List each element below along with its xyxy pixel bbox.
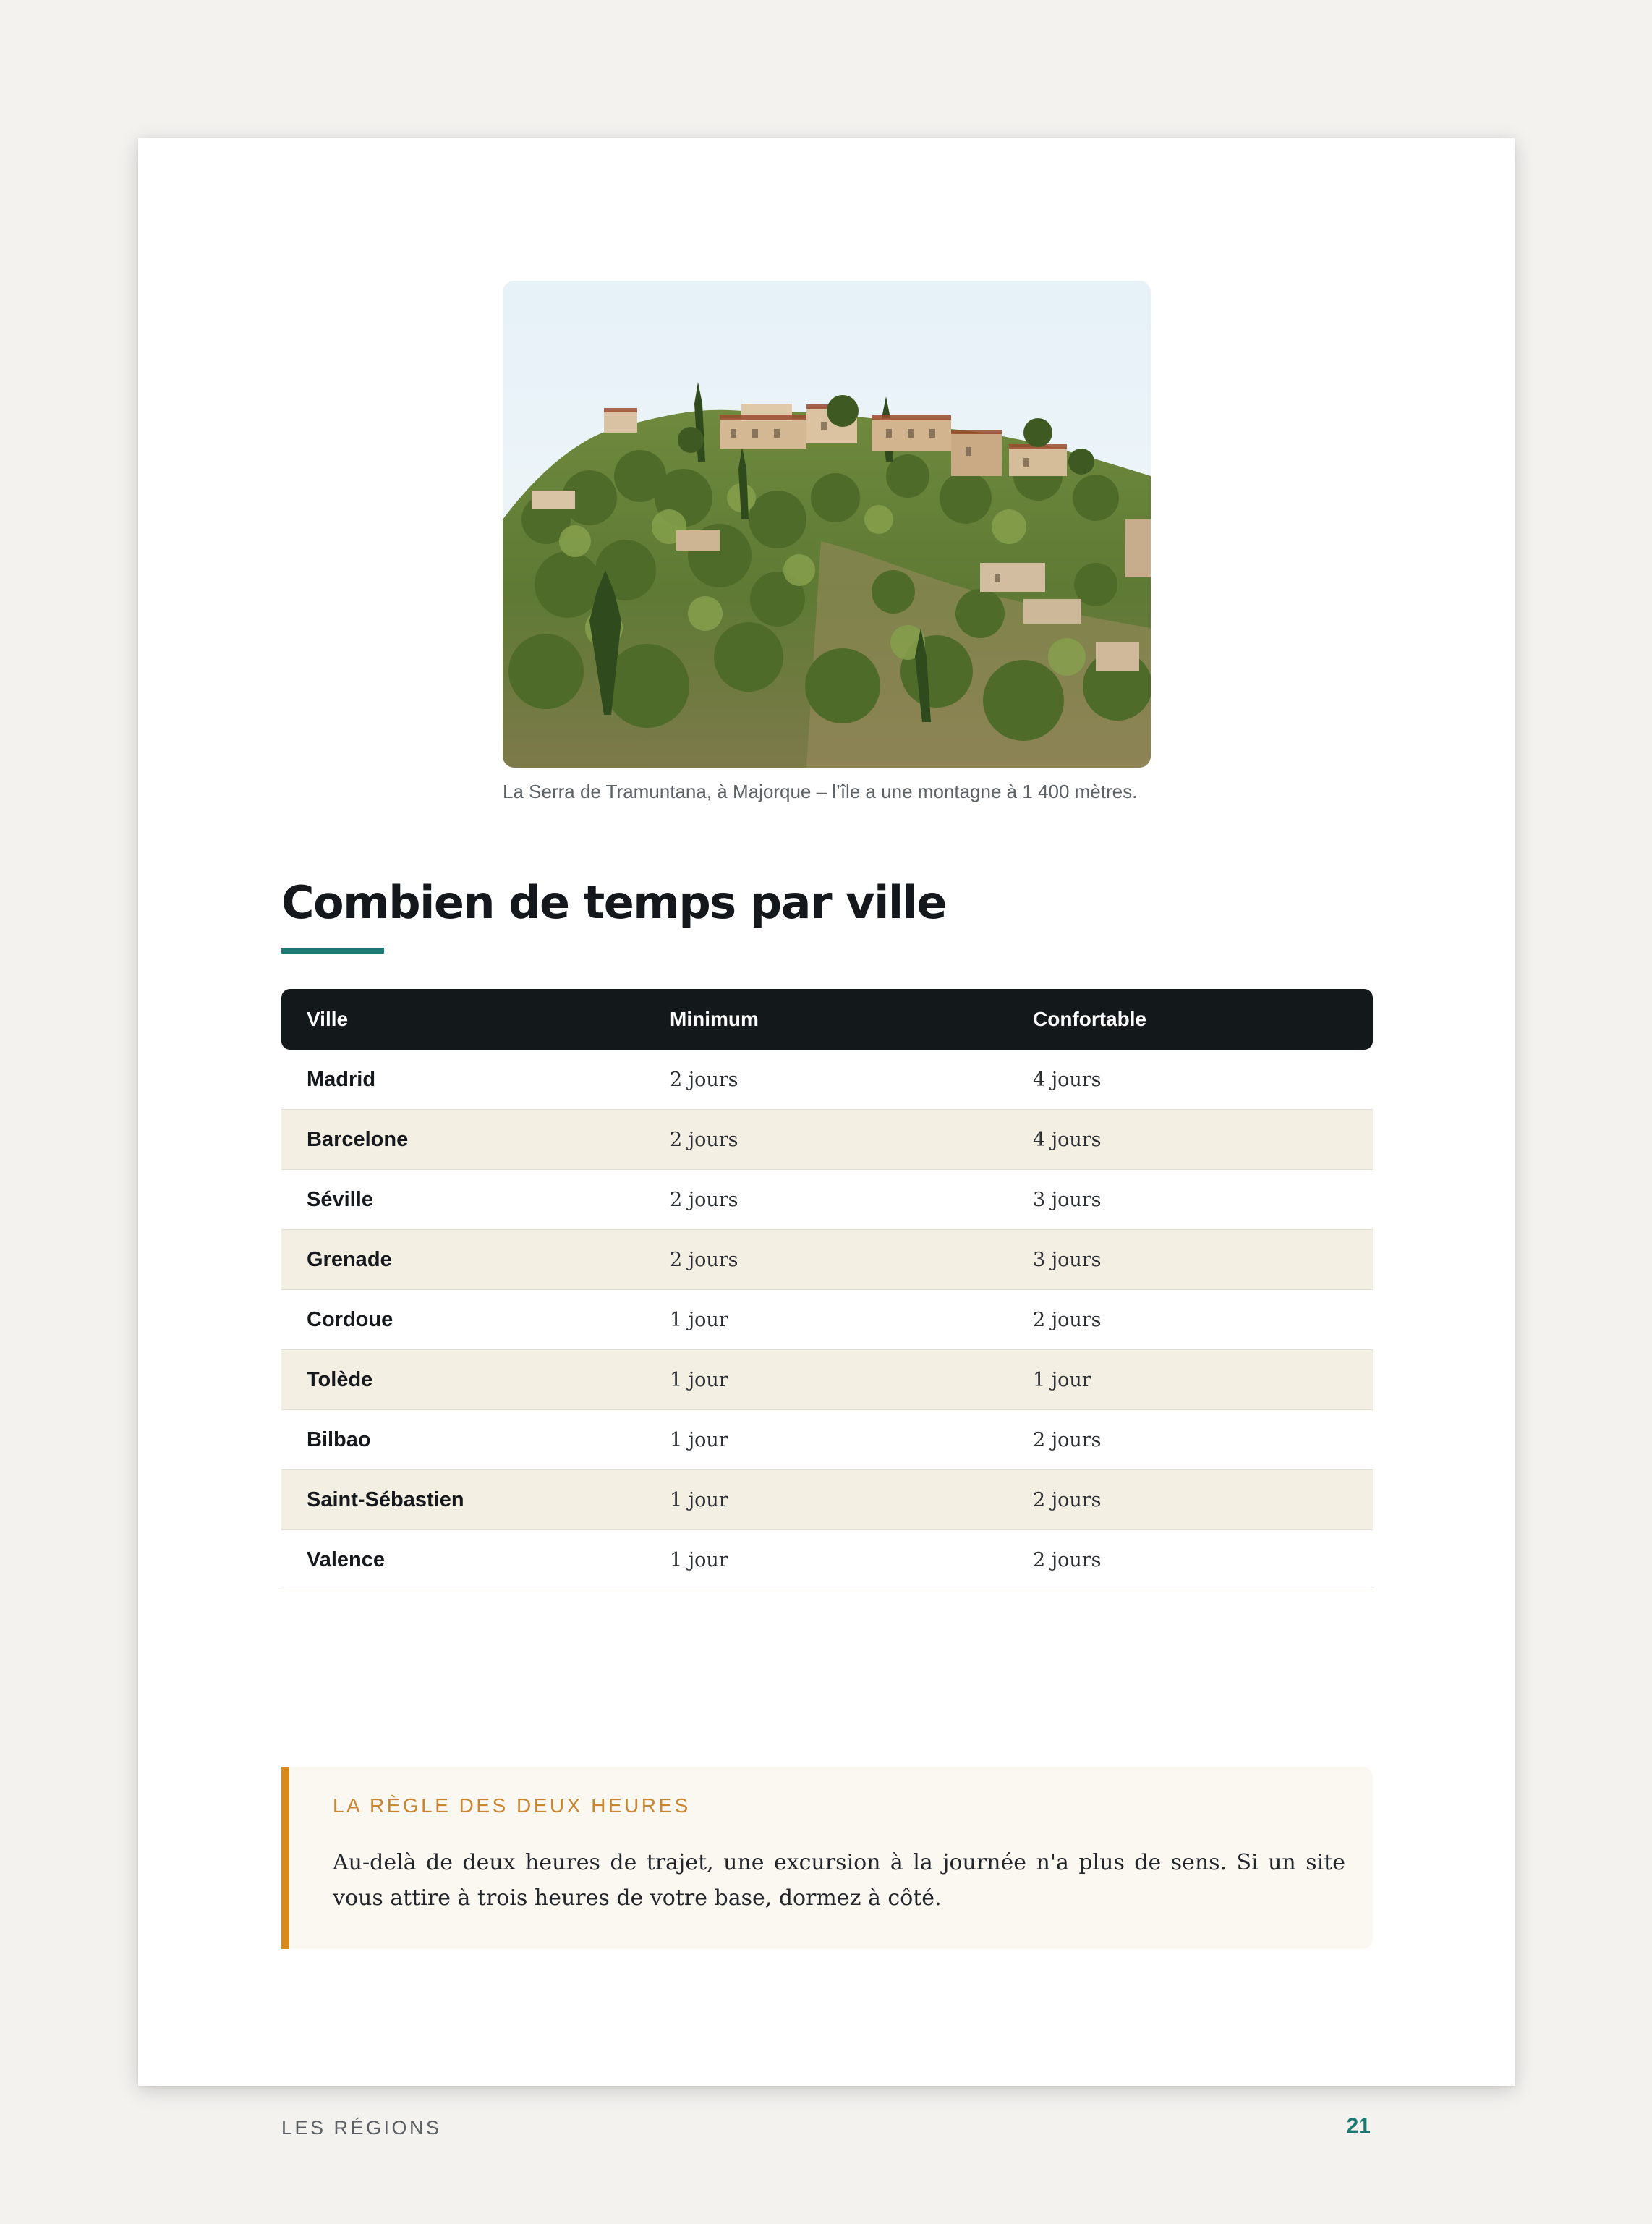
cell-minimum: 1 jour — [670, 1308, 728, 1331]
cell-comfortable: 3 jours — [1033, 1248, 1102, 1271]
table-row — [281, 1410, 1373, 1470]
cell-comfortable: 2 jours — [1033, 1548, 1102, 1571]
cell-minimum: 1 jour — [670, 1488, 728, 1511]
tip-callout — [281, 1767, 1373, 1949]
cell-city: Madrid — [307, 1067, 376, 1091]
header-minimum: Minimum — [670, 1008, 759, 1030]
section-title: Combien de temps par ville — [281, 876, 946, 929]
photo-caption: La Serra de Tramuntana, à Majorque – l’île a une montagne à 1 400 mètres. — [503, 781, 1138, 802]
cell-city: Cordoue — [307, 1307, 393, 1331]
cell-comfortable: 4 jours — [1033, 1128, 1102, 1151]
cell-city: Saint-Sébastien — [307, 1487, 464, 1511]
table-row — [281, 1290, 1373, 1350]
cell-comfortable: 3 jours — [1033, 1188, 1102, 1211]
table-row — [281, 1230, 1373, 1290]
table-row — [281, 1170, 1373, 1230]
table-row — [281, 1350, 1373, 1410]
callout-title: LA RÈGLE DES DEUX HEURES — [333, 1794, 691, 1817]
cell-minimum: 2 jours — [670, 1128, 738, 1151]
table-row — [281, 1470, 1373, 1530]
page-number: 21 — [1346, 2114, 1371, 2138]
cell-city: Valence — [307, 1548, 386, 1571]
callout-body: Au-delà de deux heures de trajet, une excursion à la journée n'a plus de sens. Si un site vous attire à trois heures de votre base, dormez à côté. — [333, 1850, 1345, 1911]
city-duration-table — [281, 989, 1373, 1590]
cell-city: Grenade — [307, 1247, 392, 1271]
cell-minimum: 2 jours — [670, 1068, 738, 1091]
hillside-village-photo — [503, 281, 1151, 768]
header-confortable: Confortable — [1033, 1008, 1147, 1030]
cell-city: Barcelone — [307, 1127, 409, 1151]
cell-city: Bilbao — [307, 1427, 371, 1451]
table-row — [281, 1530, 1373, 1590]
cell-city: Séville — [307, 1187, 373, 1211]
document-page — [138, 138, 1515, 2139]
cell-city: Tolède — [307, 1367, 373, 1391]
title-underline — [281, 948, 384, 954]
cell-comfortable: 1 jour — [1033, 1368, 1091, 1391]
header-ville: Ville — [307, 1008, 349, 1030]
table-row — [281, 1110, 1373, 1170]
cell-minimum: 2 jours — [670, 1248, 738, 1271]
cell-minimum: 1 jour — [670, 1368, 728, 1391]
cell-minimum: 1 jour — [670, 1428, 728, 1451]
table-header — [281, 989, 1373, 1050]
cell-comfortable: 4 jours — [1033, 1068, 1102, 1091]
cell-minimum: 2 jours — [670, 1188, 738, 1211]
cell-comfortable: 2 jours — [1033, 1308, 1102, 1331]
table-row — [281, 1050, 1373, 1110]
running-footer-section: LES RÉGIONS — [281, 2117, 442, 2139]
cell-comfortable: 2 jours — [1033, 1488, 1102, 1511]
cell-comfortable: 2 jours — [1033, 1428, 1102, 1451]
cell-minimum: 1 jour — [670, 1548, 728, 1571]
